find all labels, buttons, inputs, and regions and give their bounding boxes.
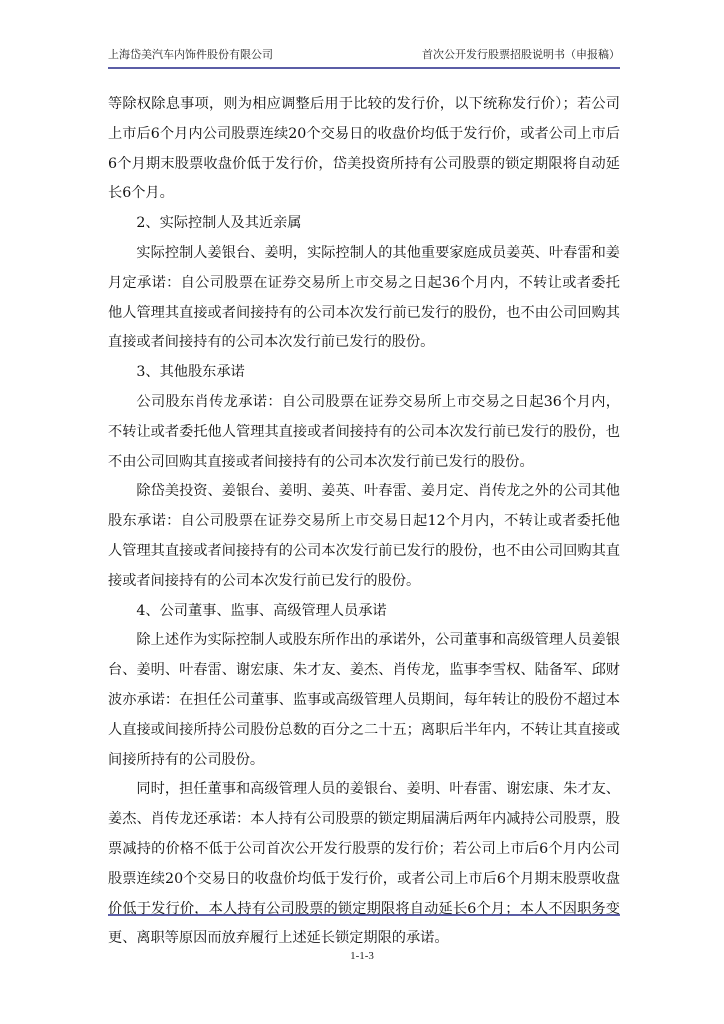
header-company-name: 上海岱美汽车内饰件股份有限公司 [108, 48, 273, 61]
paragraph-other-shareholders-commitment: 除岱美投资、姜银台、姜明、姜英、叶春雷、姜月定、肖传龙之外的公司其他股东承诺：自公司股票在证券交易所上市交易日起12个月内，不转让或者委托他人管理其直接或者间接持有的公司本次发行前已发行的股份，也不由公司回购其直接或者间接持有的公司本次发行前已发行的股份。 [108, 483, 620, 589]
header-divider [108, 67, 620, 69]
paragraph-shareholder-commitment: 公司股东肖传龙承诺：自公司股票在证券交易所上市交易之日起36个月内，不转让或者委托他人管理其直接或者间接持有的公司本次发行前已发行的股份，也不由公司回购其直接或者间接持有的公司本次发行前已发行的股份。 [108, 393, 620, 470]
document-body [108, 90, 620, 954]
section-heading-controllers: 2、实际控制人及其近亲属 [136, 215, 302, 232]
paragraph-lockup-continuation: 等除权除息事项，则为相应调整后用于比较的发行价，以下统称发行价）；若公司上市后6个月内公司股票连续20个交易日的收盘价均低于发行价，或者公司上市后6个月期末股票收盘价低于发行价，岱美投资所持有公司股票的锁定期限将自动延长6个月。 [108, 96, 620, 202]
header-document-title: 首次公开发行股票招股说明书（申报稿） [422, 48, 620, 61]
page-number: 1-1-3 [350, 950, 374, 962]
page-header [108, 46, 620, 64]
footer-divider [108, 914, 620, 916]
paragraph-management-reduction-commitment: 同时，担任董事和高级管理人员的姜银台、姜明、叶春雷、谢宏康、朱才友、姜杰、肖传龙还承诺：本人持有公司股票的锁定期届满后两年内减持公司股票，股票减持的价格不低于公司首次公开发行股票的发行价；若公司上市后6个月内公司股票连续20个交易日的收盘价均低于发行价，或者公司上市后6个月期末股票收盘价低于发行价，本人持有公司股票的锁定期限将自动延长6个月；本人不因职务变更、离职等原因而放弃履行上述延长锁定期限的承诺。 [108, 781, 620, 947]
paragraph-controllers-commitment: 实际控制人姜银台、姜明，实际控制人的其他重要家庭成员姜英、叶春雷和姜月定承诺：自公司股票在证券交易所上市交易之日起36个月内，不转让或者委托他人管理其直接或者间接持有的公司本次发行前已发行的股份，也不由公司回购其直接或者间接持有的公司本次发行前已发行的股份。 [108, 244, 620, 351]
section-heading-management: 4、公司董事、监事、高级管理人员承诺 [136, 602, 387, 619]
paragraph-management-commitment: 除上述作为实际控制人或股东所作出的承诺外，公司董事和高级管理人员姜银台、姜明、叶春雷、谢宏康、朱才友、姜杰、肖传龙，监事李雪权、陆备军、邱财波亦承诺：在担任公司董事、监事或高级管理人员期间，每年转让的股份不超过本人直接或间接所持公司股份总数的百分之二十五；离职后半年内，不转让其直接或间接所持有的公司股份。 [108, 632, 620, 768]
section-heading-other-shareholders: 3、其他股东承诺 [136, 364, 245, 381]
